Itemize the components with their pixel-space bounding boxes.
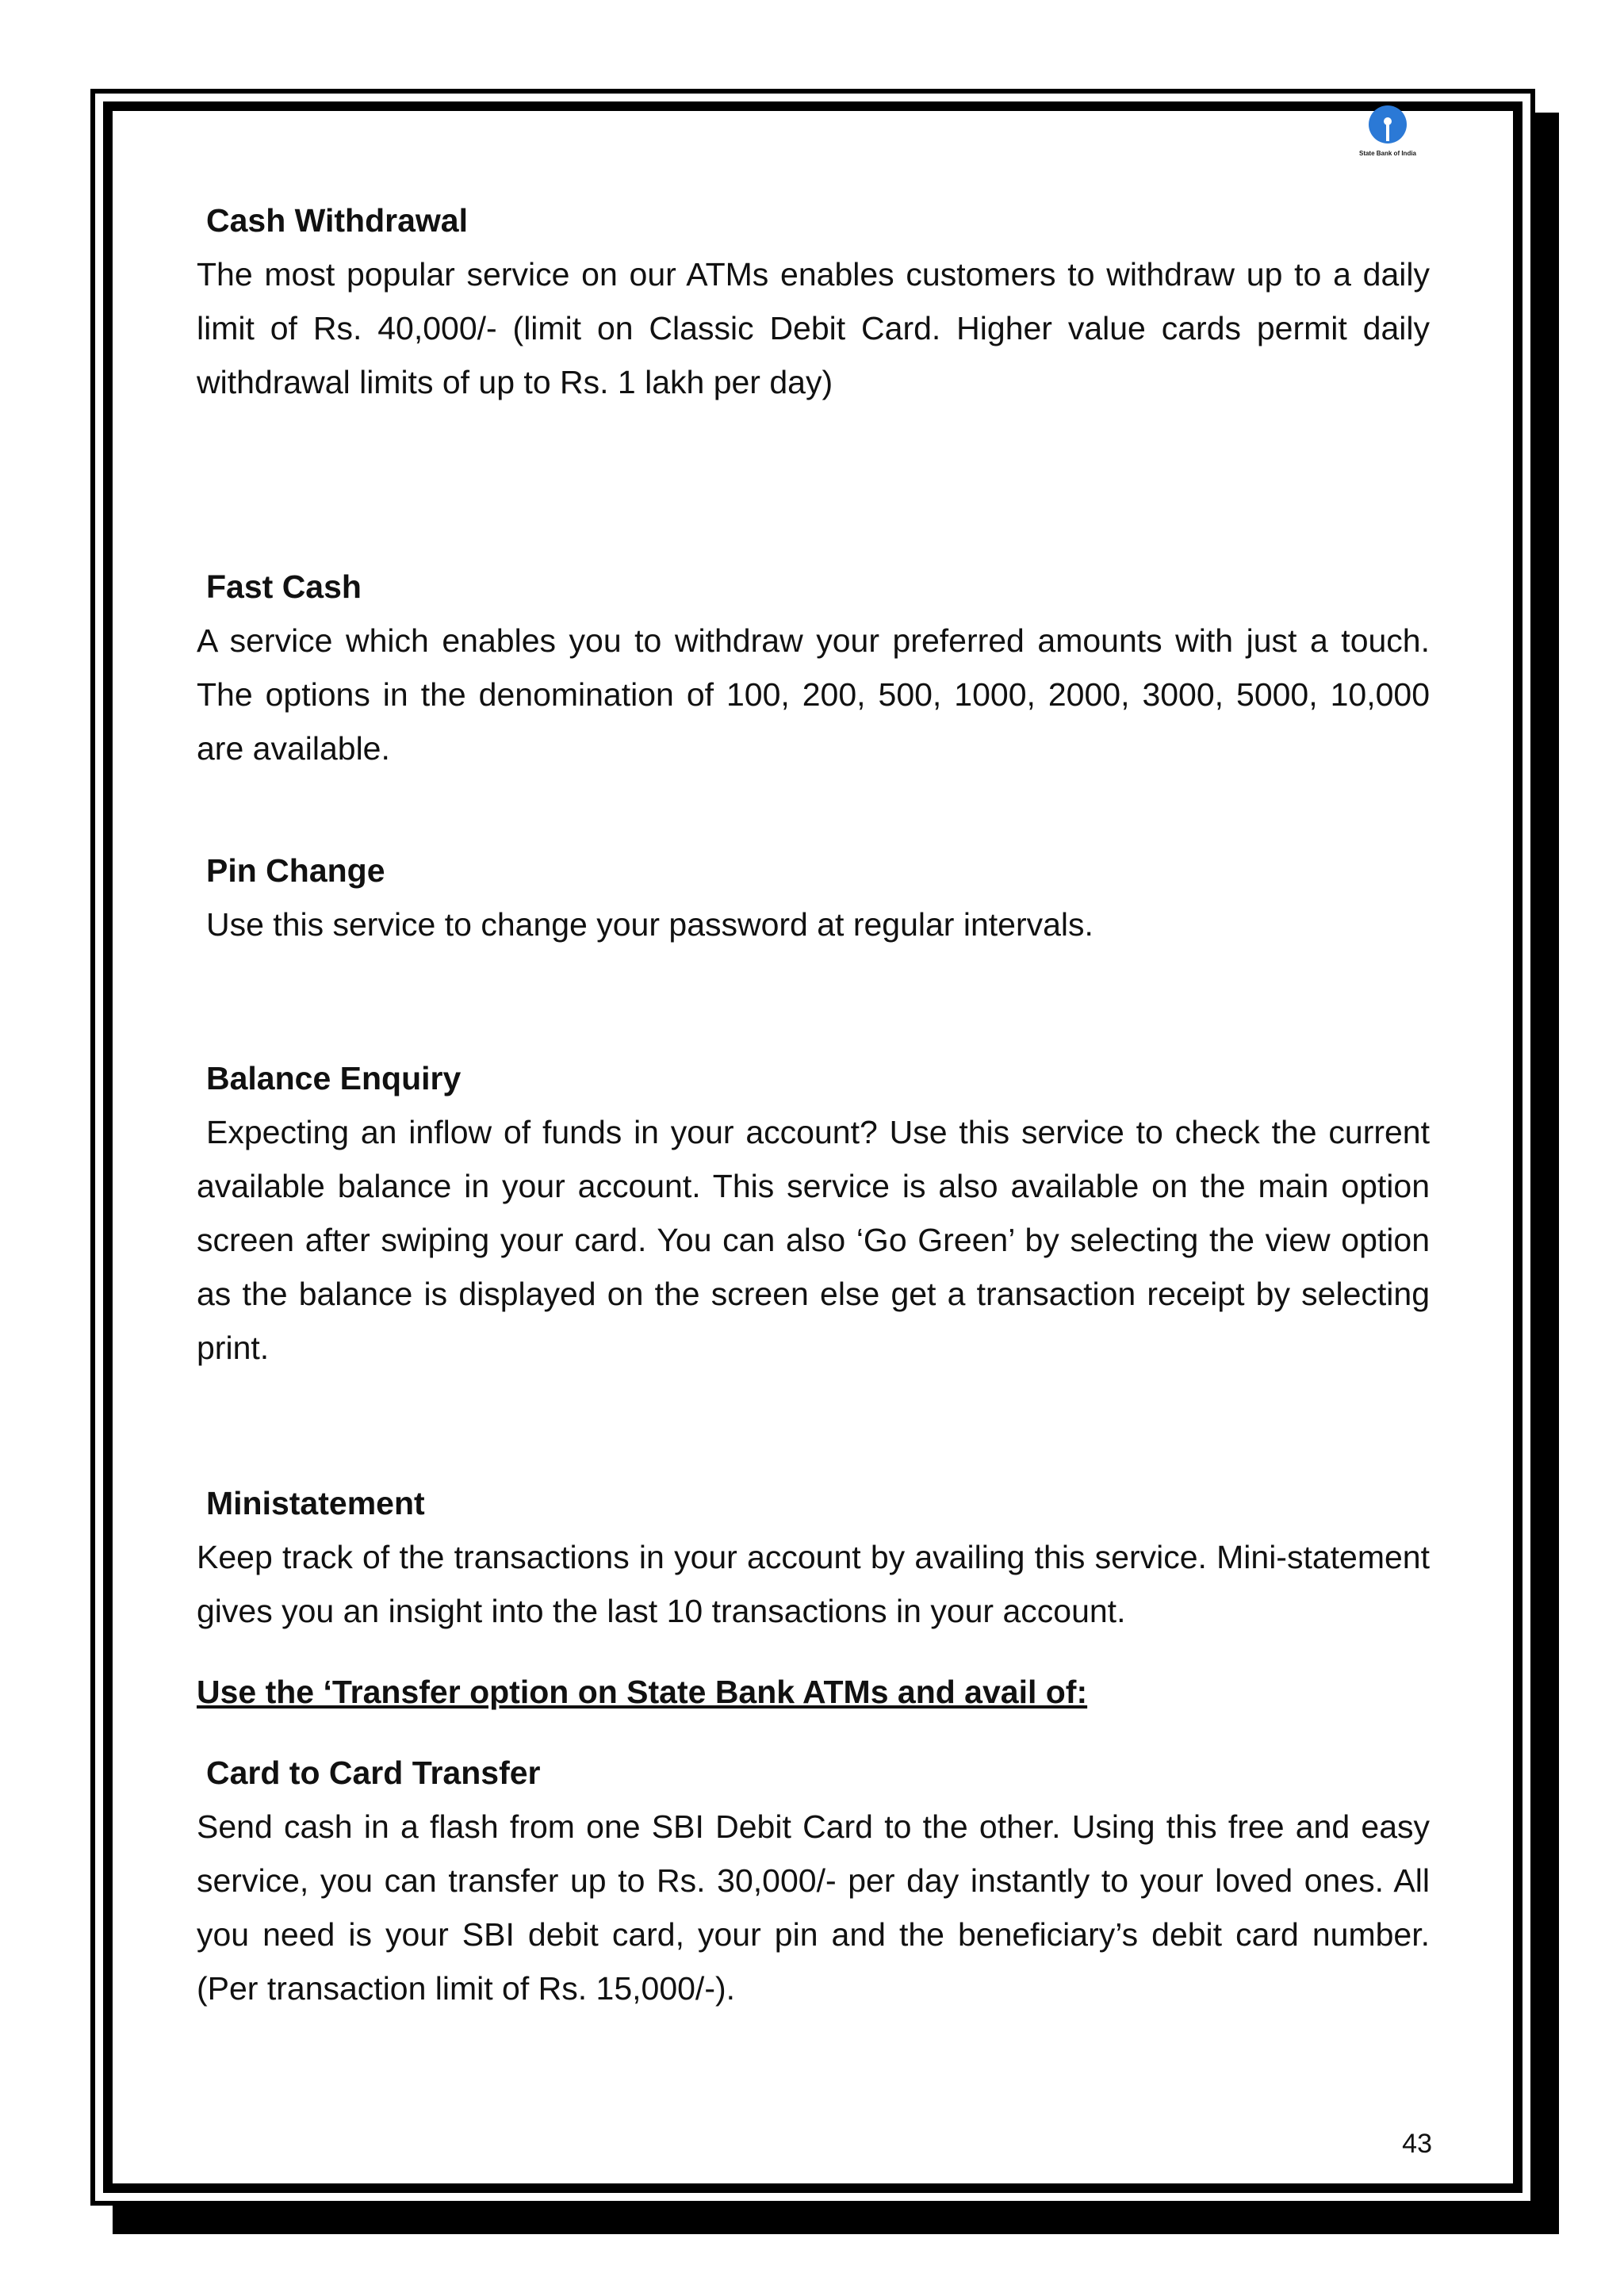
heading-cash-withdrawal: Cash Withdrawal [206, 202, 468, 239]
sbi-logo [1348, 105, 1427, 157]
paragraph-ministatement: Keep track of the transactions in your account by availing this service. Mini-statement gives you an insight into the last 10 transactions in your account. [197, 1539, 1430, 1629]
page-content [197, 193, 1430, 2015]
paragraph-card-to-card: Send cash in a flash from one SBI Debit Card to the other. Using this free and easy service, you can transfer up to Rs. 30,000/- per day instantly to your loved ones. All you need is your SBI debit card, your pin and the beneficiary’s debit card number. (Per transaction limit of Rs. 15,000/-). [197, 1808, 1430, 2007]
page-number: 43 [1402, 2129, 1432, 2159]
logo-caption: State Bank of India [1358, 150, 1416, 157]
sbi-logo-icon [1368, 105, 1408, 144]
paragraph-cash-withdrawal: The most popular service on our ATMs enables customers to withdraw up to a daily limit of Rs. 40,000/- (limit on Classic Debit Card. Higher value cards permit daily withdrawal limits of up to Rs. 1 lakh per day) [197, 256, 1430, 400]
heading-fast-cash: Fast Cash [206, 568, 362, 605]
paragraph-fast-cash: A service which enables you to withdraw your preferred amounts with just a touch. The options in the denomination of 100, 200, 500, 1000, 2000, 3000, 5000, 10,000 are available. [197, 622, 1430, 767]
heading-ministatement: Ministatement [206, 1485, 425, 1521]
paragraph-balance-enquiry: Expecting an inflow of funds in your account? Use this service to check the current available balance in your account. This service is also available on the main option screen after swiping your card. You can also ‘Go Green’ by selecting the view option as the balance is displayed on the screen else get a transaction receipt by selecting print. [197, 1114, 1430, 1366]
paragraph-pin-change: Use this service to change your password at regular intervals. [206, 906, 1094, 943]
heading-transfer-option: Use the ‘Transfer option on State Bank ATMs and avail of: [197, 1674, 1088, 1710]
heading-pin-change: Pin Change [206, 852, 385, 889]
heading-card-to-card: Card to Card Transfer [206, 1755, 541, 1791]
heading-balance-enquiry: Balance Enquiry [206, 1060, 462, 1096]
